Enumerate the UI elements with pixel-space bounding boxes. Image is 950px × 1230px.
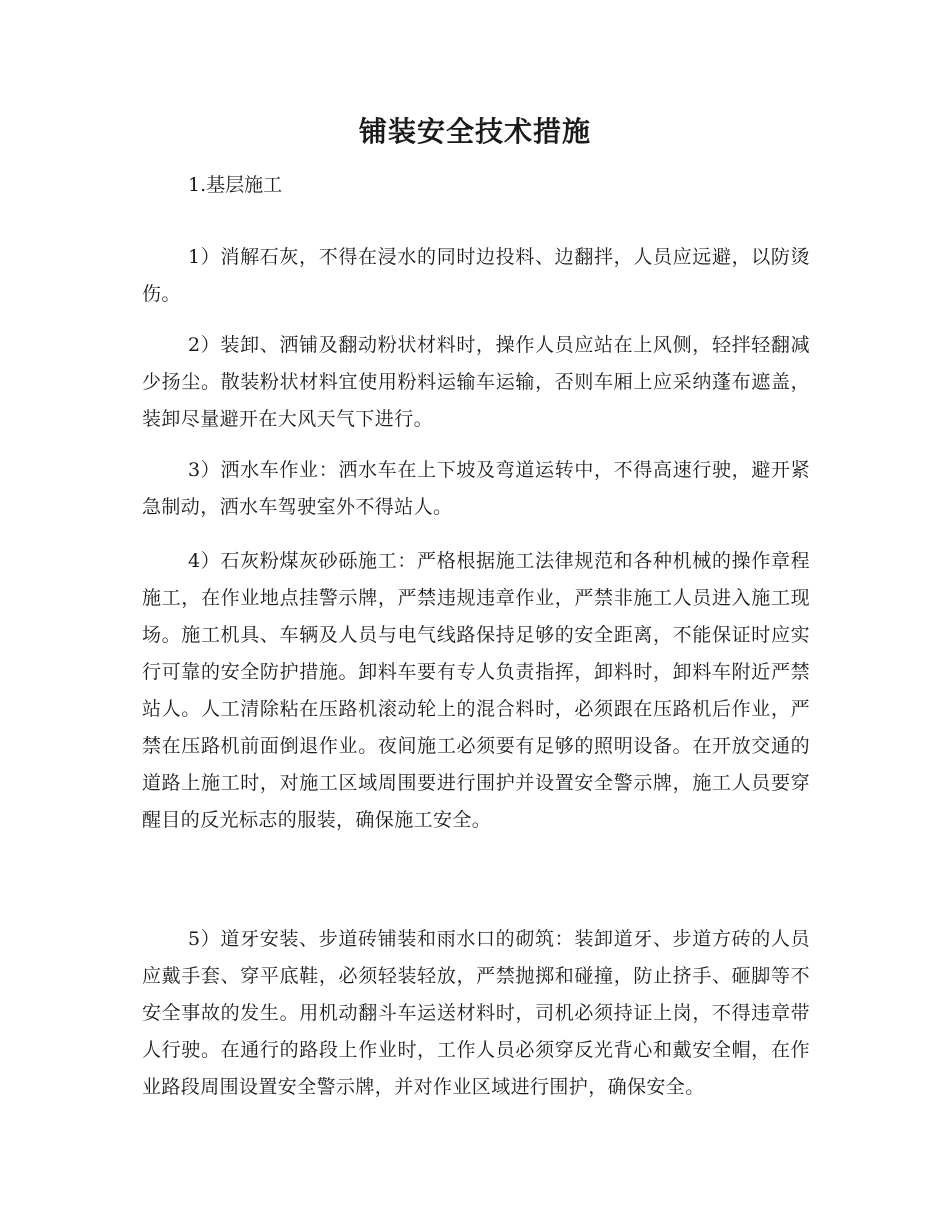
document-title: 铺装安全技术措施 [358, 115, 591, 148]
section-heading: 1.基层施工 [188, 174, 283, 196]
paragraph-2: 2）装卸、洒铺及翻动粉状材料时，操作人员应站在上风侧，轻拌轻翻减少扬尘。散装粉状材料宜使用粉料运输车运输，否则车厢上应采纳蓬布遮盖，装卸尽量避开在大风天气下进行。 [142, 334, 810, 430]
paragraph-1: 1）消解石灰，不得在浸水的同时边投料、边翻拌，人员应远避，以防烫伤。 [142, 246, 810, 305]
paragraph-5: 5）道牙安装、步道砖铺装和雨水口的砌筑：装卸道牙、步道方砖的人员应戴手套、穿平底鞋，必须轻装轻放，严禁抛掷和碰撞，防止挤手、砸脚等不安全事故的发生。用机动翻斗车运送材料时，司机必须持证上岗，不得违章带人行驶。在通行的路段上作业时，工作人员必须穿反光背心和戴安全帽，在作业路段周围设置安全警示牌，并对作业区域进行围护，确保安全。 [142, 928, 810, 1098]
paragraph-3: 3）洒水车作业：洒水车在上下坡及弯道运转中，不得高速行驶，避开紧急制动，洒水车驾驶室外不得站人。 [142, 459, 810, 518]
paragraph-4: 4）石灰粉煤灰砂砾施工：严格根据施工法律规范和各种机械的操作章程施工，在作业地点挂警示牌，严禁违规违章作业，严禁非施工人员进入施工现场。施工机具、车辆及人员与电气线路保持足够的安全距离，不能保证时应实行可靠的安全防护措施。卸料车要有专人负责指挥，卸料时，卸料车附近严禁站人。人工清除粘在压路机滚动轮上的混合料时，必须跟在压路机后作业，严禁在压路机前面倒退作业。夜间施工必须要有足够的照明设备。在开放交通的道路上施工时，对施工区域周围要进行围护并设置安全警示牌，施工人员要穿醒目的反光标志的服装，确保施工安全。 [142, 550, 810, 831]
